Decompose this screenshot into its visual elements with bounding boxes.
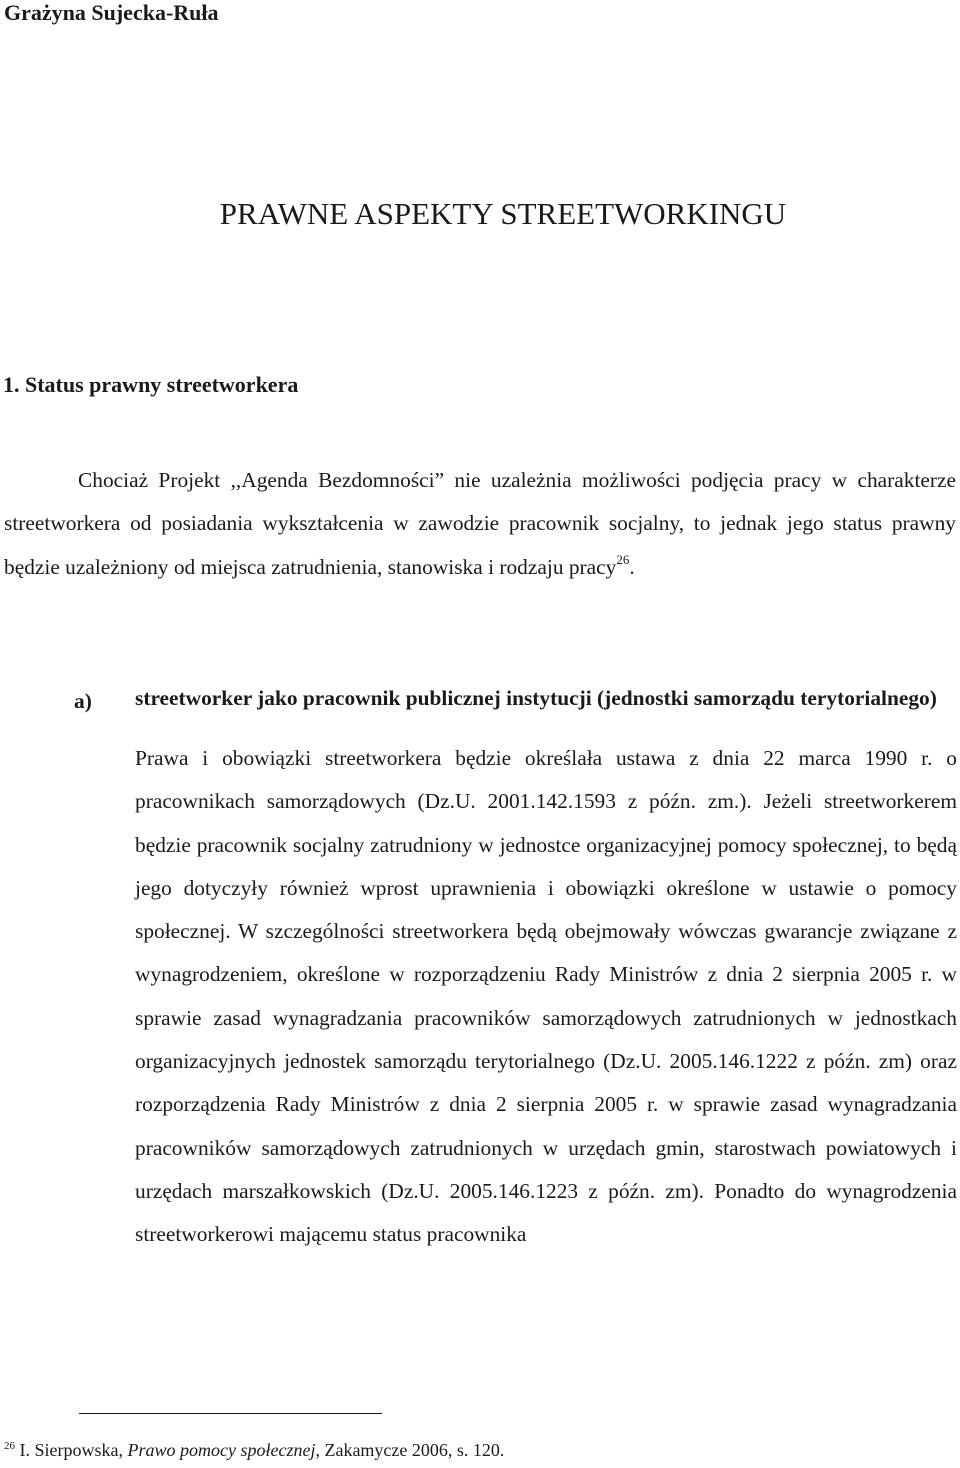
author-name: Grażyna Sujecka-Ruła xyxy=(4,0,219,25)
list-item-label: a) xyxy=(74,689,92,713)
footnote-author: I. Sierpowska, xyxy=(15,1440,128,1460)
footnote-book-title: Prawo pomocy społecznej xyxy=(127,1440,316,1460)
footnote xyxy=(4,1437,504,1463)
footnote-reference[interactable]: 26 xyxy=(616,551,630,567)
intro-end: . xyxy=(629,554,635,579)
footnote-publication: , Zakamycze 2006, s. 120. xyxy=(315,1440,505,1460)
document-title: PRAWNE ASPEKTY STREETWORKINGU xyxy=(219,196,787,231)
intro-paragraph xyxy=(4,459,956,589)
footnote-number: 26 xyxy=(4,1440,15,1452)
footnote-divider xyxy=(79,1413,382,1414)
intro-text: Chociaż Projekt ,,Agenda Bezdomności” nie uzależnia możliwości podjęcia pracy w charakterze streetworkera od posiadania wykształcenia w zawodzie pracownik socjalny, to jednak jego status prawny będzie uzależniony od miejsca zatrudnienia, stanowiska i rodzaju pracy xyxy=(4,468,956,579)
list-item-body: Prawa i obowiązki streetworkera będzie określała ustawa z dnia 22 marca 1990 r. o pracownikach samorządowych (Dz.U. 2001.142.1593 z późn. zm.). Jeżeli streetworkerem będzie pracownik socjalny zatrudniony w jednostce organizacyjnej pomocy społecznej, to będą jego dotyczyły również wprost uprawnienia i obowiązki określone w ustawie o pomocy społecznej. W szczególności streetworkera będą obejmowały wówczas gwarancje związane z wynagrodzeniem, określone w rozporządzeniu Rady Ministrów z dnia 2 sierpnia 2005 r. w sprawie zasad wynagradzania pracowników samorządowych zatrudnionych w jednostkach organizacyjnych jednostek samorządu terytorialnego (Dz.U. 2005.146.1222 z późn. zm) oraz rozporządzenia Rady Ministrów z dnia 2 sierpnia 2005 r. w sprawie zasad wynagradzania pracowników samorządowych zatrudnionych w urzędach gmin, starostwach powiatowych i urzędach marszałkowskich (Dz.U. 2005.146.1223 z późn. zm). Ponadto do wynagrodzenia streetworkerowi mającemu status pracownika xyxy=(135,746,957,1247)
section-heading: 1. Status prawny streetworkera xyxy=(3,372,299,397)
list-item-heading: streetworker jako pracownik publicznej instytucji (jednostki samorządu terytorialnego) xyxy=(135,686,937,710)
